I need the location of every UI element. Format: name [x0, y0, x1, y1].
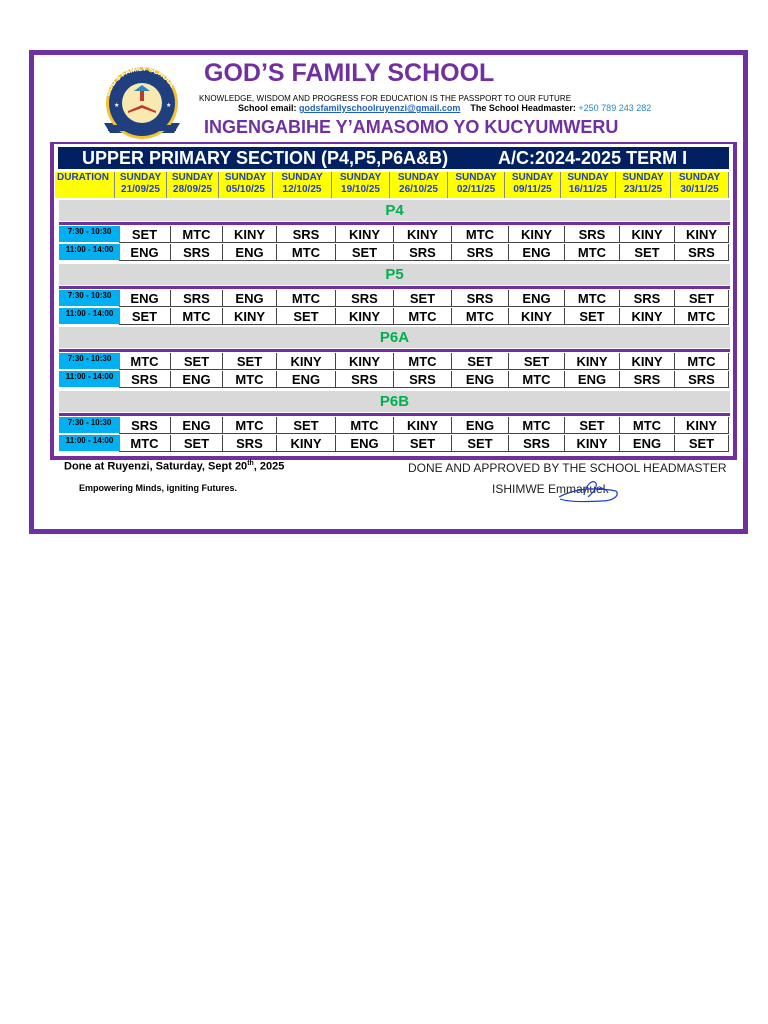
section-title-bar	[58, 147, 729, 169]
subject-cell: ENG	[452, 417, 509, 434]
date-header-day: SUNDAY	[119, 172, 162, 183]
subject-cell: MTC	[336, 417, 394, 434]
subject-cell: SET	[171, 435, 223, 452]
subject-cell: ENG	[565, 371, 620, 388]
subject-cell: SET	[452, 435, 509, 452]
timetable	[50, 142, 737, 460]
subject-cell: MTC	[509, 417, 565, 434]
subject-cell: MTC	[565, 290, 620, 307]
subject-cell: SRS	[223, 435, 277, 452]
subject-cell: KINY	[223, 308, 277, 325]
page-subtitle: INGENGABIHE Y’AMASOMO YO KUCYUMWERU	[204, 117, 619, 137]
subject-cell: MTC	[277, 244, 336, 261]
time-slot: 7:30 - 10:30	[59, 417, 120, 434]
date-header-date: 02/11/25	[456, 184, 496, 195]
subject-cell: MTC	[452, 226, 509, 243]
subject-cell: MTC	[675, 353, 729, 370]
signature-image	[554, 475, 624, 507]
grade-label: P6A	[59, 327, 730, 348]
subject-cell: SRS	[620, 371, 675, 388]
subject-cell: ENG	[620, 435, 675, 452]
date-header-date: 28/09/25	[173, 184, 212, 195]
subject-cell: SET	[277, 308, 336, 325]
subject-cell: MTC	[171, 308, 223, 325]
subject-cell: KINY	[336, 353, 394, 370]
subject-cell: SET	[277, 417, 336, 434]
date-header-day: SUNDAY	[511, 172, 554, 183]
time-slot: 11:00 - 14:00	[59, 244, 120, 261]
date-header-date: 09/11/25	[513, 184, 552, 195]
date-header	[505, 172, 561, 198]
time-slot: 11:00 - 14:00	[59, 308, 120, 325]
subject-cell: ENG	[509, 244, 565, 261]
contact-line	[238, 103, 651, 113]
subject-cell: MTC	[394, 353, 452, 370]
time-slot: 7:30 - 10:30	[59, 290, 120, 307]
date-header-day: SUNDAY	[339, 172, 382, 183]
subject-cell: SET	[452, 353, 509, 370]
date-header-date: 23/11/25	[623, 184, 663, 195]
date-header-date: 05/10/25	[226, 184, 265, 195]
grade-label: P6B	[59, 391, 730, 412]
subject-cell: KINY	[675, 417, 729, 434]
svg-text:★: ★	[114, 103, 120, 109]
subject-cell: SRS	[394, 371, 452, 388]
grade-label: P5	[59, 264, 730, 285]
date-header-date: 26/10/25	[399, 184, 438, 195]
done-year: , 2025	[253, 460, 285, 473]
time-slot: 11:00 - 14:00	[59, 435, 120, 452]
date-header-day: SUNDAY	[224, 172, 267, 183]
date-header-date: 16/11/25	[568, 184, 608, 195]
subject-cell: SET	[620, 244, 675, 261]
headmaster-name: ISHIMWE Emmanuel	[492, 482, 606, 496]
grade-separator	[59, 222, 730, 225]
subject-cell: ENG	[119, 290, 171, 307]
date-header-day: SUNDAY	[281, 172, 323, 183]
subject-cell: ENG	[452, 371, 509, 388]
subject-cell: SET	[565, 417, 620, 434]
subject-cell: ENG	[223, 244, 277, 261]
subject-cell: SET	[119, 308, 171, 325]
subject-cell: SRS	[509, 435, 565, 452]
subject-cell: SRS	[277, 226, 336, 243]
date-header	[167, 172, 219, 198]
time-slot: 7:30 - 10:30	[59, 353, 120, 370]
date-header	[273, 172, 332, 198]
subject-cell: SET	[675, 435, 729, 452]
date-header-day: SUNDAY	[171, 172, 214, 183]
subject-cell: KINY	[277, 353, 336, 370]
grade-separator	[59, 349, 730, 352]
academic-year: A/C:2024-2025 TERM I	[498, 148, 688, 168]
done-at: Done at Ruyenzi, Saturday, Sept 20	[64, 460, 248, 473]
subject-cell: ENG	[119, 244, 171, 261]
subject-cell: SRS	[119, 417, 171, 434]
subject-cell: MTC	[277, 290, 336, 307]
grade-label: P4	[59, 200, 730, 221]
subject-cell: KINY	[394, 417, 452, 434]
grade-separator	[59, 413, 730, 416]
tagline: Empowering Minds, igniting Futures.	[79, 483, 237, 493]
subject-cell: ENG	[509, 290, 565, 307]
subject-cell: KINY	[277, 435, 336, 452]
date-header-day: SUNDAY	[397, 172, 440, 183]
date-header-date: 30/11/25	[680, 184, 719, 195]
time-slot: 7:30 - 10:30	[59, 226, 120, 243]
date-header-day: SUNDAY	[622, 172, 664, 183]
subject-cell: KINY	[620, 353, 675, 370]
subject-cell: KINY	[509, 226, 565, 243]
subject-cell: KINY	[394, 226, 452, 243]
subject-cell: SRS	[452, 290, 509, 307]
subject-cell: SRS	[620, 290, 675, 307]
subject-cell: MTC	[171, 226, 223, 243]
subject-cell: ENG	[336, 435, 394, 452]
date-header	[561, 172, 616, 198]
timetable-document	[29, 50, 748, 534]
date-header	[219, 172, 273, 198]
subject-cell: SET	[171, 353, 223, 370]
svg-text:GOD'S FAMILY SCHOOL: GOD'S FAMILY SCHOOL	[104, 65, 177, 98]
phone-number: +250 789 243 282	[578, 103, 652, 113]
subject-cell: SRS	[565, 226, 620, 243]
subject-cell: MTC	[223, 417, 277, 434]
date-header	[671, 172, 729, 198]
subject-cell: SET	[565, 308, 620, 325]
grade-separator	[59, 286, 730, 289]
subject-cell: SRS	[675, 244, 729, 261]
done-at-line	[64, 460, 284, 473]
subject-cell: MTC	[223, 371, 277, 388]
subject-cell: MTC	[675, 308, 729, 325]
subject-cell: SRS	[452, 244, 509, 261]
email-link[interactable]: godsfamilyschoolruyenzi@gmail.com	[299, 103, 461, 113]
subject-cell: SRS	[394, 244, 452, 261]
subject-cell: KINY	[620, 226, 675, 243]
date-header-date: 12/10/25	[282, 184, 322, 195]
email-label: School email:	[238, 103, 297, 113]
subject-cell: KINY	[565, 353, 620, 370]
subject-cell: MTC	[119, 353, 171, 370]
date-header-date: 21/09/25	[121, 184, 160, 195]
subject-cell: KINY	[675, 226, 729, 243]
subject-cell: MTC	[452, 308, 509, 325]
date-header-day: SUNDAY	[455, 172, 497, 183]
subject-cell: MTC	[394, 308, 452, 325]
subject-cell: ENG	[171, 371, 223, 388]
subject-cell: KINY	[223, 226, 277, 243]
subject-cell: MTC	[565, 244, 620, 261]
subject-cell: MTC	[119, 435, 171, 452]
subject-cell: ENG	[223, 290, 277, 307]
subject-cell: SET	[394, 435, 452, 452]
subject-cell: KINY	[620, 308, 675, 325]
school-motto: KNOWLEDGE, WISDOM AND PROGRESS FOR EDUCATION IS THE PASSPORT TO OUR FUTURE	[199, 94, 572, 103]
date-header-day: SUNDAY	[567, 172, 609, 183]
date-header	[332, 172, 390, 198]
subject-cell: KINY	[565, 435, 620, 452]
subject-cell: SET	[223, 353, 277, 370]
svg-text:★: ★	[166, 103, 172, 109]
subject-cell: KINY	[509, 308, 565, 325]
subject-cell: SRS	[675, 371, 729, 388]
section-title: UPPER PRIMARY SECTION (P4,P5,P6A&B)	[82, 148, 449, 168]
subject-cell: MTC	[620, 417, 675, 434]
school-name: GOD’S FAMILY SCHOOL	[204, 59, 495, 87]
time-slot: 11:00 - 14:00	[59, 371, 120, 388]
subject-cell: KINY	[336, 308, 394, 325]
date-header	[115, 172, 167, 198]
subject-cell: KINY	[336, 226, 394, 243]
date-header	[448, 172, 505, 198]
subject-cell: SET	[509, 353, 565, 370]
done-sup: th	[247, 460, 254, 467]
date-header-date: 19/10/25	[341, 184, 380, 195]
date-header-day: SUNDAY	[678, 172, 721, 183]
subject-cell: SET	[675, 290, 729, 307]
subject-cell: SRS	[336, 290, 394, 307]
subject-cell: SRS	[119, 371, 171, 388]
subject-cell: SET	[119, 226, 171, 243]
school-logo	[94, 61, 190, 141]
subject-cell: SRS	[171, 290, 223, 307]
subject-cell: MTC	[509, 371, 565, 388]
subject-cell: SET	[394, 290, 452, 307]
subject-cell: SET	[336, 244, 394, 261]
headmaster-label: The School Headmaster:	[470, 103, 576, 113]
duration-header: DURATION	[55, 172, 115, 198]
subject-cell: SRS	[171, 244, 223, 261]
subject-cell: SRS	[336, 371, 394, 388]
subject-cell: ENG	[277, 371, 336, 388]
subject-cell: ENG	[171, 417, 223, 434]
date-header	[616, 172, 671, 198]
approval-statement: DONE AND APPROVED BY THE SCHOOL HEADMASTER	[408, 461, 727, 475]
date-header	[390, 172, 448, 198]
